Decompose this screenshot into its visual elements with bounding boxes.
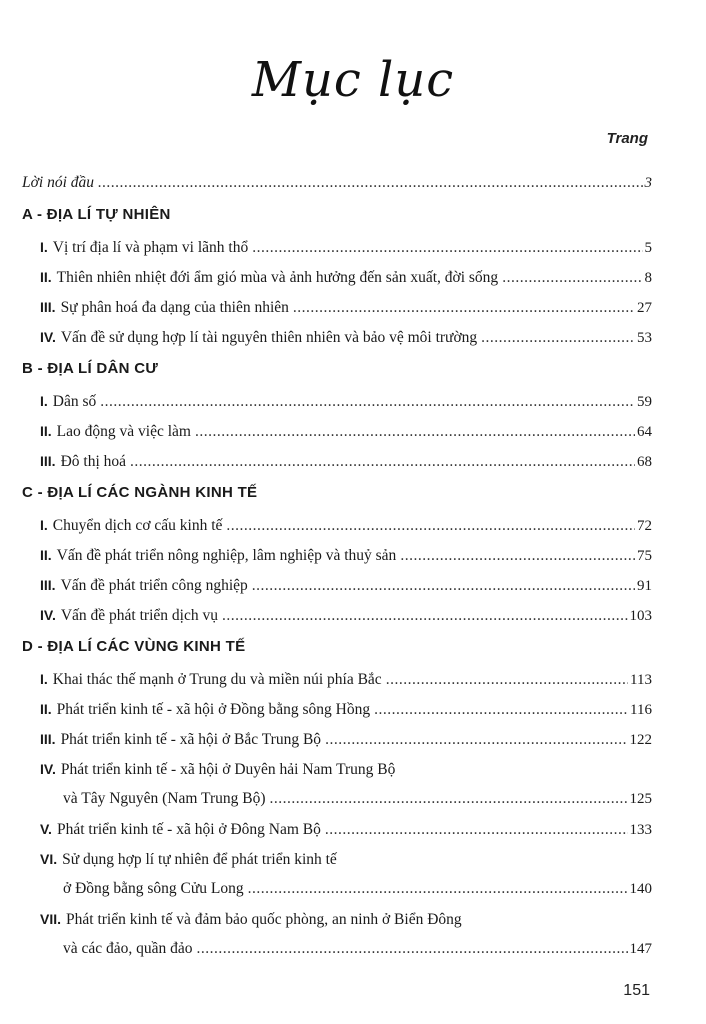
dot-leader <box>248 874 628 904</box>
toc-entry-page: 75 <box>637 548 652 564</box>
toc-entry-label: Sự phân hoá đa dạng của thiên nhiên <box>60 299 289 316</box>
toc-entry-continuation[interactable] <box>22 874 652 904</box>
dot-leader <box>197 934 628 964</box>
dot-leader <box>226 511 635 541</box>
table-of-contents <box>22 168 652 964</box>
toc-entry-page: 113 <box>630 672 652 688</box>
toc-entry[interactable] <box>22 844 652 874</box>
toc-entry-continuation[interactable] <box>22 934 652 964</box>
toc-entry-page: 64 <box>637 424 652 440</box>
toc-entry[interactable] <box>22 570 652 600</box>
toc-entry-number: IV. <box>40 607 56 623</box>
toc-entry-number: II. <box>40 269 52 285</box>
toc-entry-number: VII. <box>40 911 62 927</box>
toc-entry-number: I. <box>40 517 48 533</box>
dot-leader <box>130 447 635 477</box>
dot-leader <box>270 784 628 814</box>
toc-entry-number: II. <box>40 701 52 717</box>
toc-entry-label: Chuyển dịch cơ cấu kinh tế <box>52 517 223 534</box>
toc-entry[interactable] <box>22 600 652 630</box>
toc-entry-label: Phát triển kinh tế và đảm bảo quốc phòng, an ninh ở Biển Đông <box>66 911 462 928</box>
section-heading: B - ĐỊA LÍ DÂN CƯ <box>22 360 159 377</box>
toc-entry-number: III. <box>40 299 56 315</box>
page-title: Mục lục <box>251 52 455 108</box>
toc-entry-label: Phát triển kinh tế - xã hội ở Bắc Trung Bộ <box>60 731 322 748</box>
toc-entry-number: II. <box>40 547 52 563</box>
toc-entry-page: 59 <box>637 394 652 410</box>
page-column-label: Trang <box>606 130 648 147</box>
toc-entry[interactable] <box>22 510 652 540</box>
toc-entry-number: VI. <box>40 851 58 867</box>
dot-leader <box>252 571 635 601</box>
toc-entry-page: 125 <box>629 791 652 807</box>
toc-entry-page: 116 <box>630 702 652 718</box>
toc-entry[interactable] <box>22 292 652 322</box>
toc-entry[interactable] <box>22 904 652 934</box>
dot-leader <box>222 601 628 631</box>
toc-entry-page: 5 <box>644 240 652 256</box>
toc-entry-page: 122 <box>629 732 652 748</box>
dot-leader <box>481 323 635 353</box>
dot-leader <box>400 541 635 571</box>
dot-leader <box>325 815 628 845</box>
dot-leader <box>252 233 642 263</box>
toc-entry-label: Dân số <box>52 393 97 410</box>
toc-entry-label: Vấn đề phát triển công nghiệp <box>60 577 248 594</box>
toc-entry-number: III. <box>40 577 56 593</box>
toc-entry-page: 147 <box>629 941 652 957</box>
toc-entry-label: Vấn đề phát triển nông nghiệp, lâm nghiệp và thuỷ sản <box>56 547 397 564</box>
dot-leader <box>98 168 642 198</box>
toc-entry-number: I. <box>40 239 48 255</box>
toc-entry-intro[interactable] <box>22 168 652 198</box>
toc-entry-label: Phát triển kinh tế - xã hội ở Đông Nam Bộ <box>56 821 321 838</box>
toc-entry[interactable] <box>22 664 652 694</box>
toc-entry-number: III. <box>40 731 56 747</box>
dot-leader <box>502 263 642 293</box>
toc-entry-page: 133 <box>629 822 652 838</box>
toc-entry-label: và các đảo, quần đảo <box>63 940 193 957</box>
toc-entry[interactable] <box>22 694 652 724</box>
toc-entry-label: Vị trí địa lí và phạm vi lãnh thổ <box>52 239 249 256</box>
toc-entry-label: Vấn đề sử dụng hợp lí tài nguyên thiên nhiên và bảo vệ môi trường <box>60 329 478 346</box>
dot-leader <box>325 725 627 755</box>
toc-entry-label: và Tây Nguyên (Nam Trung Bộ) <box>63 790 266 807</box>
toc-entry-page: 140 <box>629 881 652 897</box>
dot-leader <box>386 665 628 695</box>
toc-entry-number: II. <box>40 423 52 439</box>
toc-entry-label: Sử dụng hợp lí tự nhiên để phát triển kinh tế <box>62 851 337 868</box>
toc-entry-page: 91 <box>637 578 652 594</box>
toc-entry[interactable] <box>22 446 652 476</box>
toc-entry-label: Vấn đề phát triển dịch vụ <box>60 607 218 624</box>
toc-entry[interactable] <box>22 232 652 262</box>
toc-entry[interactable] <box>22 724 652 754</box>
section-heading: D - ĐỊA LÍ CÁC VÙNG KINH TẾ <box>22 638 246 655</box>
toc-entry[interactable] <box>22 322 652 352</box>
toc-entry-number: IV. <box>40 761 56 777</box>
toc-entry-label: Thiên nhiên nhiệt đới ẩm gió mùa và ảnh hưởng đến sản xuất, đời sống <box>56 269 499 286</box>
dot-leader <box>195 417 635 447</box>
toc-entry-page: 3 <box>644 175 652 191</box>
toc-entry-page: 27 <box>637 300 652 316</box>
toc-entry-label: Lời nói đầu <box>22 174 95 191</box>
toc-entry-number: III. <box>40 453 56 469</box>
toc-entry-label: ở Đồng bằng sông Cửu Long <box>63 880 244 897</box>
toc-entry-page: 68 <box>637 454 652 470</box>
dot-leader <box>293 293 635 323</box>
toc-entry-number: I. <box>40 671 48 687</box>
dot-leader <box>100 387 635 417</box>
toc-entry-page: 72 <box>637 518 652 534</box>
toc-entry-number: V. <box>40 821 52 837</box>
toc-entry[interactable] <box>22 814 652 844</box>
toc-entry-label: Khai thác thế mạnh ở Trung du và miền núi phía Bắc <box>52 671 382 688</box>
page-number: 151 <box>623 982 650 999</box>
toc-entry[interactable] <box>22 754 652 784</box>
toc-entry[interactable] <box>22 416 652 446</box>
dot-leader <box>374 695 628 725</box>
toc-entry-label: Phát triển kinh tế - xã hội ở Đồng bằng sông Hồng <box>56 701 371 718</box>
toc-entry-continuation[interactable] <box>22 784 652 814</box>
toc-entry[interactable] <box>22 386 652 416</box>
toc-entry-page: 103 <box>629 608 652 624</box>
toc-entry-number: I. <box>40 393 48 409</box>
toc-entry-page: 53 <box>637 330 652 346</box>
toc-entry[interactable] <box>22 540 652 570</box>
toc-entry-label: Phát triển kinh tế - xã hội ở Duyên hải Nam Trung Bộ <box>60 761 396 778</box>
toc-entry-page: 8 <box>644 270 652 286</box>
section-heading: C - ĐỊA LÍ CÁC NGÀNH KINH TẾ <box>22 484 258 501</box>
section-heading: A - ĐỊA LÍ TỰ NHIÊN <box>22 206 171 223</box>
toc-entry-number: IV. <box>40 329 56 345</box>
toc-entry-label: Đô thị hoá <box>60 453 126 470</box>
toc-entry[interactable] <box>22 262 652 292</box>
toc-entry-label: Lao động và việc làm <box>56 423 191 440</box>
